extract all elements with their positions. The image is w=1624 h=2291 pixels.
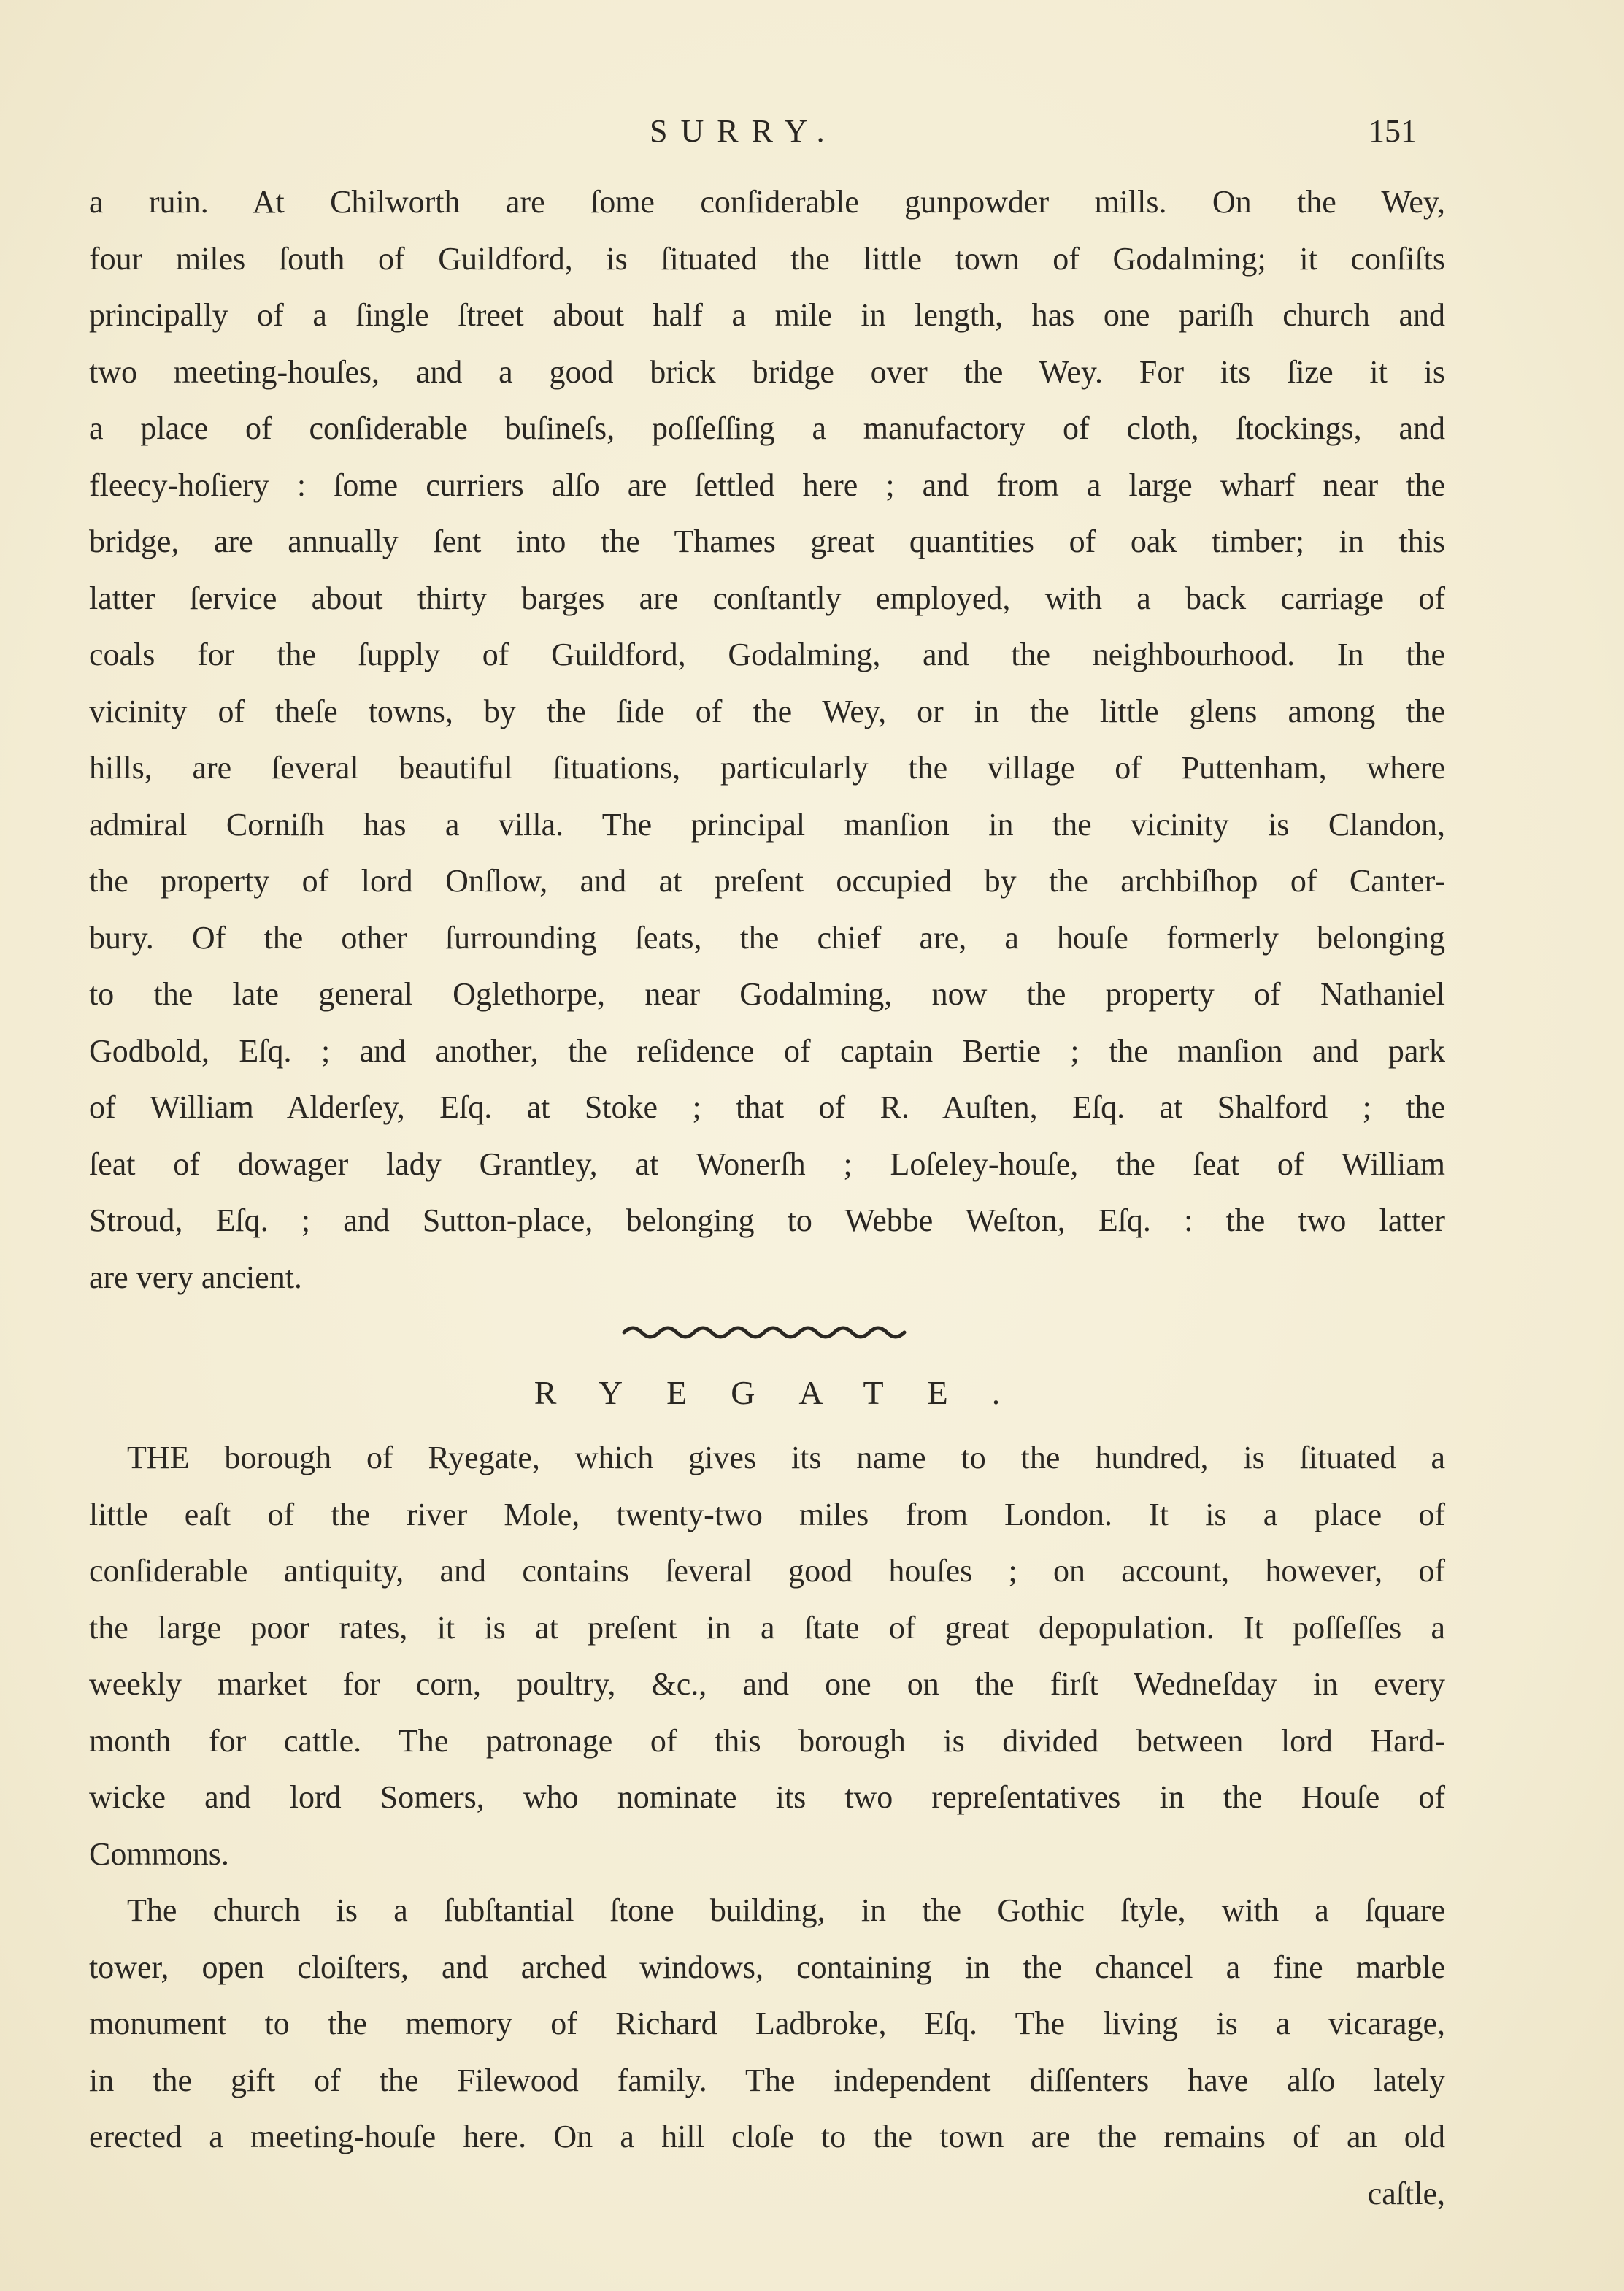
text-line: monument to the memory of Richard Ladbroke, Eſq. The living is a vicarage, — [89, 2006, 1445, 2041]
text-line: month for cattle. The patronage of this borough is divided between lord Hard- — [89, 1722, 1445, 1759]
text-line: Godbold, Eſq. ; and another, the reſidence of captain Bertie ; the manſion and park — [89, 1032, 1445, 1069]
text-line: Commons. — [89, 1835, 229, 1872]
text-line: a place of conſiderable buſineſs, poſſeſſing a manufactory of cloth, ſtockings, and — [89, 410, 1445, 446]
text-line: erected a meeting-houſe here. On a hill cloſe to the town are the remains of an old — [89, 2119, 1445, 2154]
section-ornament — [89, 1305, 1445, 1356]
text-line: a ruin. At Chilworth are ſome conſiderable gunpowder mills. On the Wey, — [89, 184, 1445, 220]
text-line: the large poor rates, it is at preſent in a ſtate of great depopulation. It poſſeſſes a — [89, 1609, 1445, 1646]
text-line: bridge, are annually ſent into the Thames great quantities of oak timber; in this — [89, 523, 1445, 559]
page-header — [0, 110, 1624, 153]
text-line: wicke and lord Somers, who nominate its two repreſentatives in the Houſe of — [89, 1779, 1445, 1815]
text-line: bury. Of the other ſurrounding ſeats, the chief are, a houſe formerly belonging — [89, 919, 1445, 956]
text-line: to the late general Oglethorpe, near Godalming, now the property of Nathaniel — [89, 976, 1445, 1012]
ryegate-paragraph-2 — [89, 1882, 1445, 2222]
text-line: of William Alderſey, Eſq. at Stoke ; that of R. Auſten, Eſq. at Shalford ; the — [89, 1089, 1445, 1125]
text-line: two meeting-houſes, and a good brick bridge over the Wey. For its ſize it is — [89, 353, 1445, 390]
text-line: vicinity of theſe towns, by the ſide of the Wey, or in the little glens among the — [89, 693, 1445, 729]
text-line: THE borough of Ryegate, which gives its name to the hundred, is ſituated a — [127, 1440, 1445, 1475]
text-line: in the gift of the Filewood family. The independent diſſenters have alſo lately — [89, 2062, 1445, 2098]
text-line: are very ancient. — [89, 1259, 302, 1295]
catchword: caſtle, — [1367, 2175, 1445, 2211]
text-line: little eaſt of the river Mole, twenty-two miles from London. It is a place of — [89, 1496, 1445, 1532]
section-heading: RYEGATE. — [534, 1374, 1044, 1411]
ryegate-paragraph-1 — [89, 1430, 1445, 1882]
surry-paragraph — [89, 174, 1445, 1305]
text-line: fleecy-hoſiery : ſome curriers alſo are ſettled here ; and from a large wharf near the — [89, 467, 1445, 503]
body-text — [89, 174, 1445, 2222]
text-line: latter ſervice about thirty barges are conſtantly employed, with a back carriage of — [89, 580, 1445, 616]
running-head: SURRY. — [650, 113, 838, 149]
text-line: conſiderable antiquity, and contains ſeveral good houſes ; on account, however, of — [89, 1553, 1445, 1589]
text-line: the property of lord Onſlow, and at preſent occupied by the archbiſhop of Canter- — [89, 863, 1445, 899]
text-line: coals for the ſupply of Guildford, Godalming, and the neighbourhood. In the — [89, 637, 1445, 672]
text-line: tower, open cloiſters, and arched windows, containing in the chancel a fine marble — [89, 1949, 1445, 1985]
text-line: Stroud, Eſq. ; and Sutton-place, belonging to Webbe Weſton, Eſq. : the two latter — [89, 1202, 1445, 1238]
text-line: weekly market for corn, poultry, &c., and one on the firſt Wedneſday in every — [89, 1666, 1445, 1702]
text-line: hills, are ſeveral beautiful ſituations, particularly the village of Puttenham, where — [89, 750, 1445, 786]
page-number: 151 — [1369, 113, 1417, 149]
text-line: The church is a ſubſtantial ſtone building, in the Gothic ſtyle, with a ſquare — [127, 1892, 1445, 1928]
text-line: principally of a ſingle ſtreet about half a mile in length, has one pariſh church and — [89, 297, 1445, 333]
text-line: four miles ſouth of Guildford, is ſituated the little town of Godalming; it conſiſts — [89, 240, 1445, 277]
text-line: admiral Corniſh has a villa. The principal manſion in the vicinity is Clandon, — [89, 806, 1445, 843]
text-line: ſeat of dowager lady Grantley, at Wonerſh ; Loſeley-houſe, the ſeat of William — [89, 1146, 1445, 1182]
wave-ornament-icon — [621, 1322, 913, 1340]
